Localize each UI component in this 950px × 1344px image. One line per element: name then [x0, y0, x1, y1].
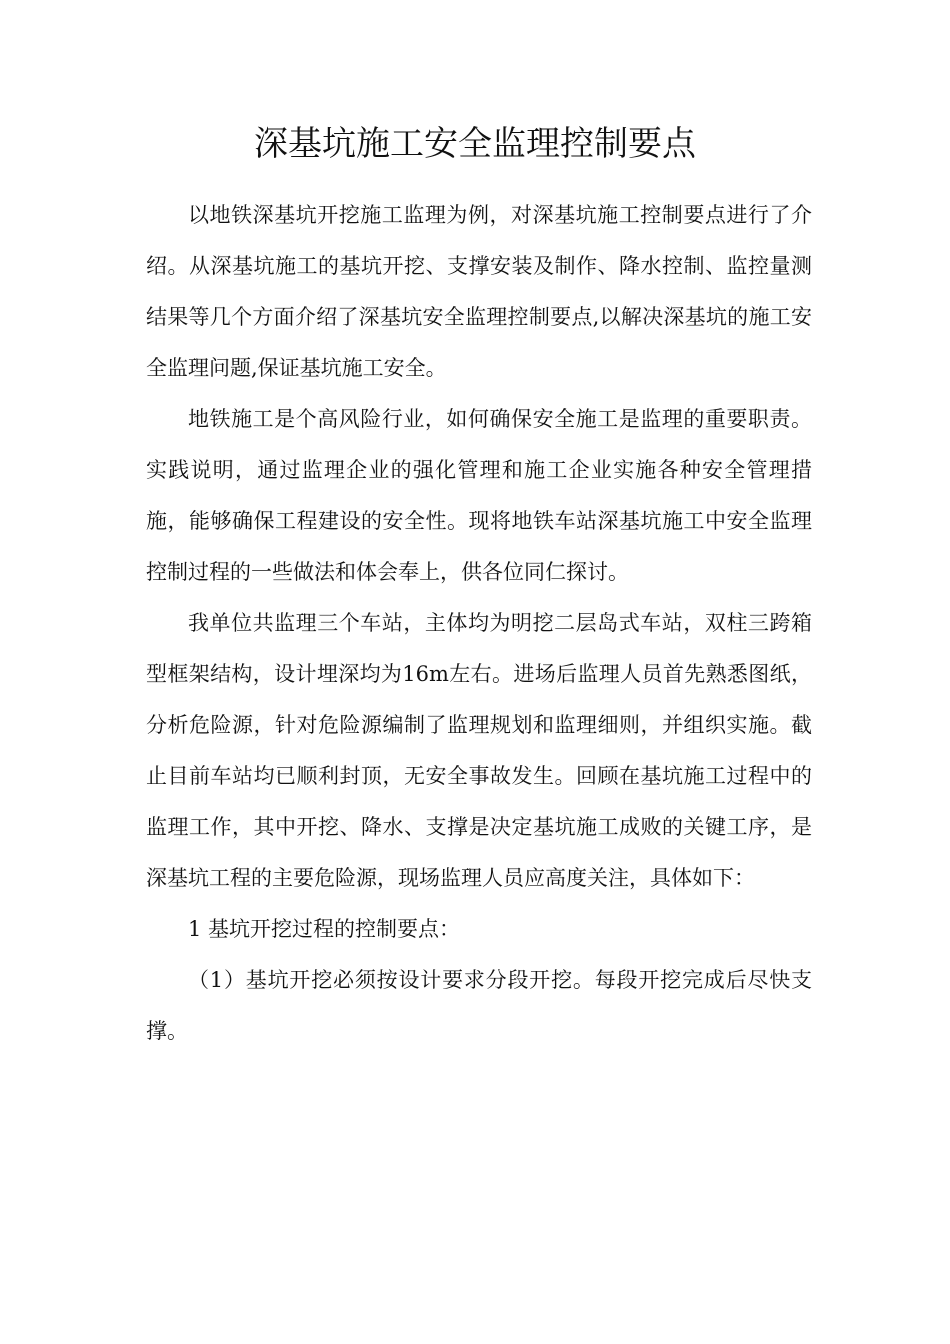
section-heading-excavation: 1 基坑开挖过程的控制要点：: [188, 917, 461, 941]
paragraph-project: 我单位共监理三个车站，主体均为明挖二层岛式车站，双柱三跨箱型框架结构，设计埋深均为16m左右。进场后监理人员首先熟悉图纸，分析危险源，针对危险源编制了监理规划和监理细则，并组织实施。截止目前车站均已顺利封顶，无安全事故发生。回顾在基坑施工过程中的监理工作，其中开挖、降水、支撑是决定基坑施工成败的关键工序，是深基坑工程的主要危险源，现场监理人员应高度关注，具体如下：: [146, 611, 812, 890]
list-item-excavation-1: （1）基坑开挖必须按设计要求分段开挖。每段开挖完成后尽快支撑。: [146, 968, 812, 1043]
document-body: [146, 190, 812, 1057]
paragraph-background: 地铁施工是个高风险行业，如何确保安全施工是监理的重要职责。实践说明，通过监理企业的强化管理和施工企业实施各种安全管理措施，能够确保工程建设的安全性。现将地铁车站深基坑施工中安全监理控制过程的一些做法和体会奉上，供各位同仁探讨。: [146, 407, 812, 584]
paragraph-intro: 以地铁深基坑开挖施工监理为例，对深基坑施工控制要点进行了介绍。从深基坑施工的基坑开挖、支撑安装及制作、降水控制、监控量测结果等几个方面介绍了深基坑安全监理控制要点,以解决深基坑的施工安全监理问题,保证基坑施工安全。: [146, 203, 812, 380]
document-title: 深基坑施工安全监理控制要点: [254, 124, 696, 164]
